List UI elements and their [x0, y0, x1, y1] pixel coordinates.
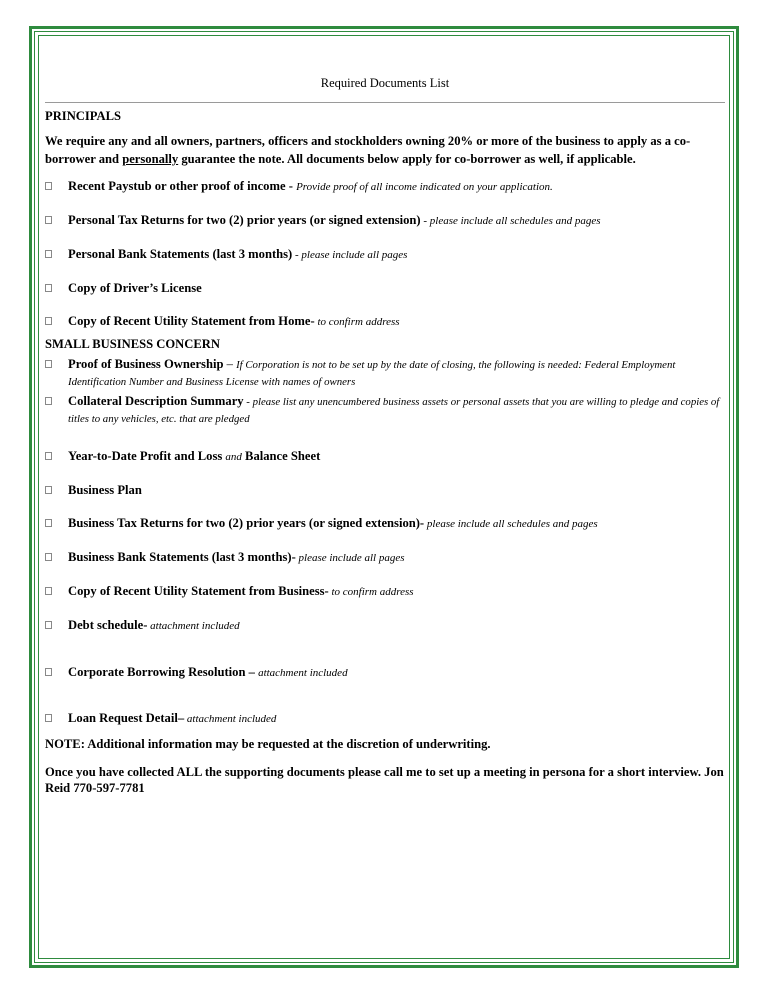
checklist-item-business-tax-returns: [45, 515, 725, 532]
intro-text-2: guarantee the note. All documents below apply for co-borrower as well, if applicable.: [178, 152, 636, 166]
item-note: attachment included: [258, 667, 348, 679]
item-note: to confirm address: [314, 316, 400, 328]
principals-intro: [45, 132, 725, 168]
checklist-item-paystub: [45, 178, 725, 195]
item-label: Copy of Driver’s License: [68, 281, 202, 295]
item-note: Provide proof of all income indicated on your application.: [296, 181, 553, 193]
principals-heading: PRINCIPALS: [45, 109, 122, 123]
closing-instructions: Once you have collected ALL the supporting documents please call me to set up a meeting in persona for a short interview. Jon Reid 770-597-7781: [45, 765, 724, 795]
checklist-item-business-utility-statement: [45, 583, 725, 600]
checkbox-icon[interactable]: [45, 486, 52, 494]
checkbox-icon[interactable]: [45, 668, 52, 676]
item-label: Copy of Recent Utility Statement from Home-: [68, 314, 315, 328]
checkbox-icon[interactable]: [45, 553, 52, 561]
item-note: please include all pages: [295, 552, 405, 564]
item-label: Collateral Description Summary: [68, 394, 244, 408]
document-body: [45, 74, 725, 796]
checkbox-icon[interactable]: [45, 397, 52, 405]
item-label: Loan Request Detail–: [68, 711, 185, 725]
item-label: Corporate Borrowing Resolution –: [68, 665, 259, 679]
title-divider: [45, 102, 725, 103]
item-separator: –: [223, 357, 237, 371]
checklist-item-business-ownership: [45, 356, 725, 390]
checkbox-icon[interactable]: [45, 360, 52, 368]
item-note: attachment included: [147, 620, 240, 632]
checkbox-icon[interactable]: [45, 621, 52, 629]
item-note: attachment included: [184, 713, 277, 725]
checklist-item-business-plan: [45, 482, 725, 498]
checkbox-icon[interactable]: [45, 182, 52, 190]
item-label: Personal Bank Statements (last 3 months): [68, 247, 293, 261]
item-label: Business Plan: [68, 483, 142, 497]
checkbox-icon[interactable]: [45, 216, 52, 224]
item-note: - please include all pages: [292, 249, 408, 261]
item-label: Copy of Recent Utility Statement from Business-: [68, 584, 329, 598]
checkbox-icon[interactable]: [45, 317, 52, 325]
item-label: Business Tax Returns for two (2) prior years (or signed extension)-: [68, 516, 425, 530]
item-label: Business Bank Statements (last 3 months)-: [68, 550, 296, 564]
checklist-item-collateral-summary: [45, 393, 725, 427]
item-note: please list any unencumbered business assets or personal assets that you are willing to pledge and copies of titles to any vehicles, etc. that are pledged: [68, 396, 720, 425]
checklist-item-drivers-license: [45, 280, 725, 296]
item-separator: -: [243, 396, 253, 408]
item-note: If Corporation is not to be set up by the date of closing, the following is needed: Federal Employment Identification Number and Business License with names of owners: [68, 359, 676, 388]
item-label: Recent Paystub or other proof of income -: [68, 179, 297, 193]
small-business-heading: SMALL BUSINESS CONCERN: [45, 337, 220, 351]
intro-underlined-word: personally: [122, 152, 179, 166]
checklist-item-home-utility-statement: [45, 313, 725, 330]
item-label: Proof of Business Ownership: [68, 357, 224, 371]
intro-text-1: We require any and all owners, partners, officers and stockholders owning 20% or more of the business to apply as a co-borrower and: [45, 134, 691, 166]
item-label-a: Year-to-Date Profit and Loss: [68, 449, 226, 463]
checklist-item-loan-request: [45, 710, 725, 727]
item-label: Debt schedule-: [68, 618, 148, 632]
item-join-word: and: [225, 451, 242, 463]
checklist-item-personal-tax-returns: [45, 212, 725, 229]
item-label-b: Balance Sheet: [241, 449, 321, 463]
checklist-item-profit-loss: [45, 448, 725, 465]
checkbox-icon[interactable]: [45, 519, 52, 527]
checkbox-icon[interactable]: [45, 587, 52, 595]
checklist-item-personal-bank-statements: [45, 246, 725, 263]
checkbox-icon[interactable]: [45, 714, 52, 722]
page-title: Required Documents List: [320, 76, 450, 90]
checkbox-icon[interactable]: [45, 284, 52, 292]
checkbox-icon[interactable]: [45, 250, 52, 258]
checklist-item-borrowing-resolution: [45, 664, 725, 681]
underwriting-note: NOTE: Additional information may be requested at the discretion of underwriting.: [45, 737, 491, 751]
checkbox-icon[interactable]: [45, 452, 52, 460]
item-note: please include all schedules and pages: [424, 518, 598, 530]
item-note: - please include all schedules and pages: [420, 215, 601, 227]
checklist-item-business-bank-statements: [45, 549, 725, 566]
checklist-item-debt-schedule: [45, 617, 725, 634]
item-note: to confirm address: [328, 586, 414, 598]
item-label: Personal Tax Returns for two (2) prior years (or signed extension): [68, 213, 421, 227]
